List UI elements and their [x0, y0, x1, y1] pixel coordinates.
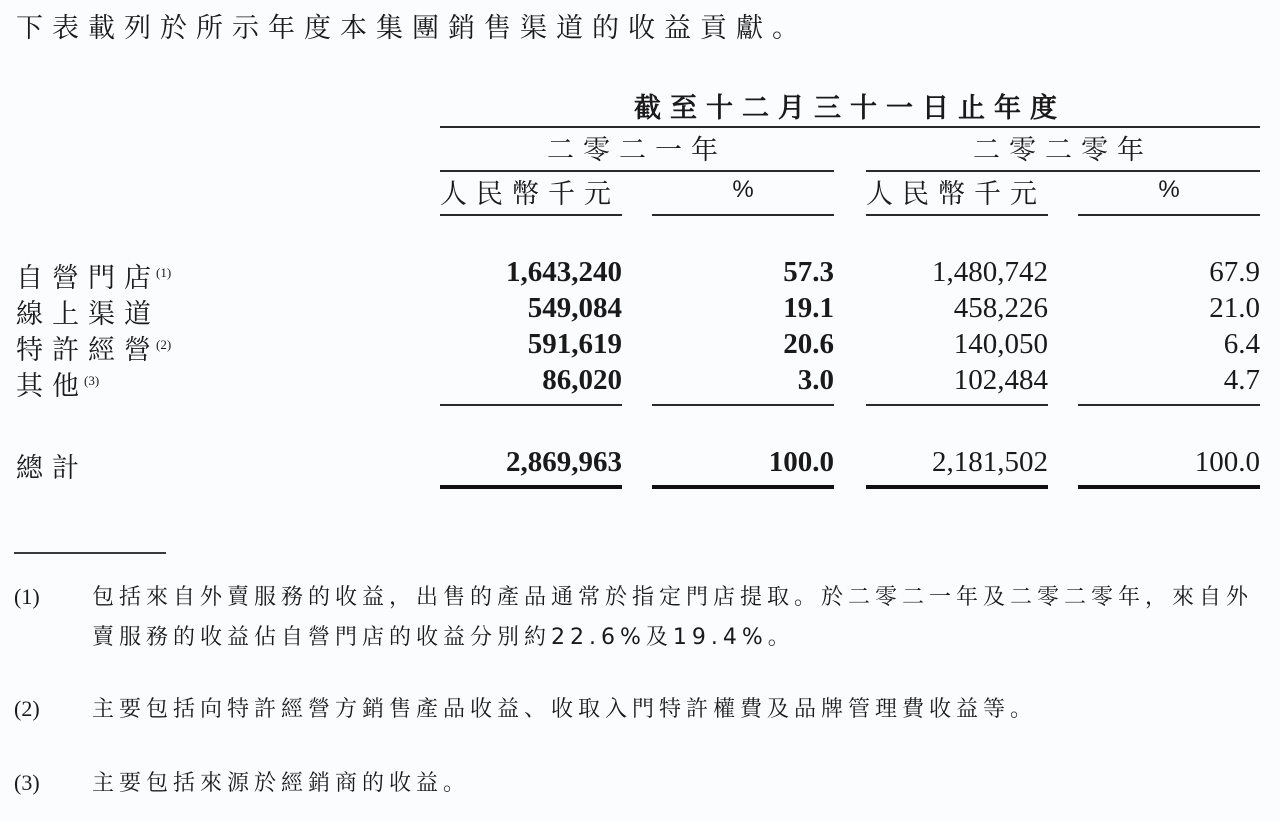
- row-label-text: 線上渠道: [16, 299, 160, 330]
- total-rule: [652, 485, 834, 489]
- row-label-franchise: [16, 328, 171, 367]
- subtotal-rule: [652, 404, 834, 406]
- year-header-2020: 二零二零年: [973, 135, 1153, 166]
- divider: [440, 214, 622, 216]
- divider: [866, 214, 1048, 216]
- row-label-text: 自營門店: [16, 263, 160, 294]
- row-label-text: 總計: [16, 453, 88, 484]
- total-2021-pct: 100.0: [768, 446, 834, 478]
- unit-header-2020: 人民幣千元: [866, 179, 1046, 210]
- subtotal-rule: [440, 404, 622, 406]
- cell-2021-pct: 20.6: [783, 328, 834, 360]
- footnote-text-2: 主要包括向特許經營方銷售產品收益、收取入門特許權費及品牌管理費收益等。: [92, 697, 1038, 722]
- cell-2020-pct: 21.0: [1209, 292, 1260, 324]
- total-rule: [866, 485, 1048, 489]
- footnote-ref: (1): [156, 265, 172, 280]
- footnote-mark-3: (3): [14, 770, 40, 795]
- cell-2021-amount: 549,084: [527, 292, 622, 324]
- cell-2020-pct: 67.9: [1209, 256, 1260, 288]
- total-rule: [1078, 485, 1260, 489]
- cell-2021-amount: 86,020: [542, 364, 622, 396]
- cell-2021-pct: 19.1: [783, 292, 834, 324]
- row-label-self-operated-stores: [16, 256, 171, 295]
- intro-sentence: 下表載列於所示年度本集團銷售渠道的收益貢獻。: [16, 13, 808, 44]
- cell-2020-pct: 6.4: [1223, 328, 1260, 360]
- subtotal-rule: [866, 404, 1048, 406]
- cell-2020-amount: 1,480,742: [932, 256, 1048, 288]
- cell-2021-amount: 1,643,240: [506, 256, 622, 288]
- unit-header-2021: 人民幣千元: [440, 179, 620, 210]
- subtotal-rule: [1078, 404, 1260, 406]
- footnote-separator: [14, 552, 166, 554]
- year-header-2021: 二零二一年: [547, 135, 727, 166]
- footnote-mark-2: (2): [14, 696, 40, 721]
- row-label-others: [16, 364, 99, 403]
- cell-2020-amount: 140,050: [953, 328, 1048, 360]
- total-2020-amount: 2,181,502: [932, 446, 1048, 478]
- divider: [1078, 214, 1260, 216]
- cell-2021-pct: 57.3: [783, 256, 834, 288]
- cell-2020-amount: 458,226: [953, 292, 1048, 324]
- total-rule: [440, 485, 622, 489]
- footnote-text-1: 包括來自外賣服務的收益，出售的產品通常於指定門店提取。於二零二一年及二零二零年，來自外賣服務的收益佔自營門店的收益分別約22.6%及19.4%。: [92, 585, 1254, 650]
- row-label-online-channel: [16, 292, 160, 331]
- period-header: 截至十二月三十一日止年度: [634, 93, 1066, 124]
- total-2021-amount: 2,869,963: [506, 446, 622, 478]
- divider: [652, 214, 834, 216]
- footnote-ref: (2): [156, 337, 172, 352]
- total-2020-pct: 100.0: [1194, 446, 1260, 478]
- cell-2020-amount: 102,484: [953, 364, 1048, 396]
- footnote-ref: (3): [84, 373, 100, 388]
- footnote-mark-1: (1): [14, 584, 40, 609]
- row-label-total: [16, 446, 88, 485]
- row-label-text: 其他: [16, 371, 88, 402]
- pct-header-2021: %: [732, 176, 754, 203]
- footnote-text-3: 主要包括來源於經銷商的收益。: [92, 771, 471, 796]
- pct-header-2020: %: [1158, 176, 1180, 203]
- row-label-text: 特許經營: [16, 335, 160, 366]
- cell-2021-amount: 591,619: [527, 328, 622, 360]
- cell-2021-pct: 3.0: [797, 364, 834, 396]
- cell-2020-pct: 4.7: [1223, 364, 1260, 396]
